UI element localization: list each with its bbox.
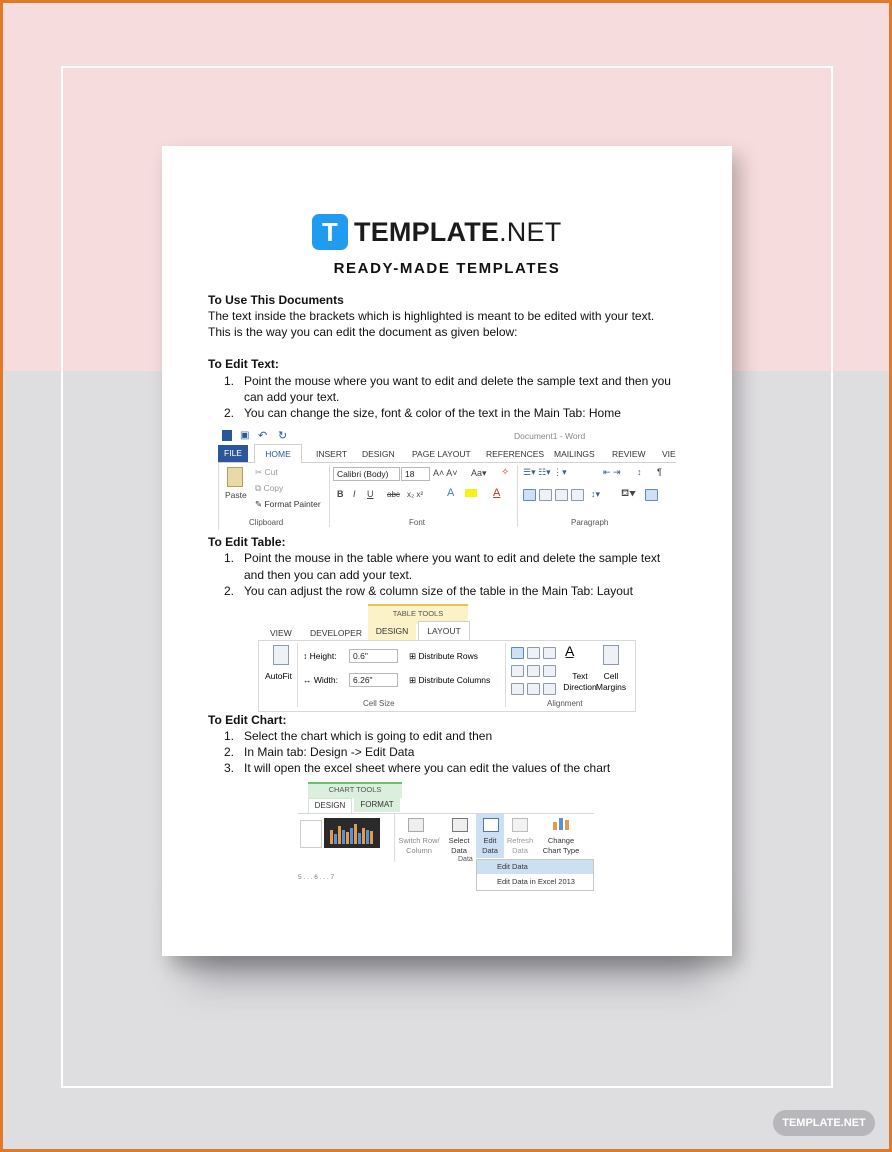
tab-view[interactable]: VIE [662,449,676,459]
format-painter-button[interactable]: ✎ Format Painter [255,499,321,509]
edit-line: Edit [483,836,497,845]
text-effects-icon[interactable]: A [447,487,455,499]
chart-tools-label: CHART TOOLS [308,782,402,798]
tagline: READY-MADE TEMPLATES [333,260,561,277]
indent-icon[interactable]: ⇤ ⇥ [603,467,621,477]
group-clipboard: Clipboard [249,518,284,527]
tab-design[interactable]: DESIGN [308,798,352,814]
change-chart-type-icon[interactable] [552,816,570,830]
select-line: Data [451,846,467,855]
copy-label: Copy [263,483,284,493]
align-middle-left-icon[interactable] [511,665,524,677]
menu-item-edit-data-excel[interactable]: Edit Data in Excel 2013 [497,877,575,886]
list-number: 1. [224,729,235,743]
list-text: You can change the size, font & color of the text in the Main Tab: Home [244,406,621,420]
logo-name: TEMPLATE [354,216,500,247]
cell-margins-label[interactable] [593,671,629,693]
refresh-data-icon[interactable] [512,818,528,832]
tab-file[interactable]: FILE [218,445,248,462]
divider [394,814,395,862]
switch-line: Switch Row/ [398,836,440,845]
chart-ribbon-body [298,813,594,864]
width-label: ↔ Width: [303,675,338,685]
bold-icon[interactable]: B [337,489,344,499]
align-center-icon[interactable] [539,489,552,501]
list-number: 2. [224,584,235,598]
edit-data-icon [483,818,499,832]
list-text: In Main tab: Design -> Edit Data [244,745,415,759]
logo-text [354,217,561,248]
borders-icon[interactable] [645,489,658,501]
ribbon-body [218,463,676,530]
group-data: Data [458,856,473,863]
tab-page-layout[interactable]: PAGE LAYOUT [412,449,471,459]
divider [297,643,298,707]
word-icon [222,430,232,441]
autofit-icon[interactable] [273,645,289,665]
watermark-badge: TEMPLATE.NET [773,1110,875,1136]
italic-icon[interactable]: I [353,489,356,499]
align-top-center-icon[interactable] [527,647,540,659]
distribute-rows-label: Distribute Rows [418,651,479,661]
edit-chart-heading: To Edit Chart: [208,713,287,727]
group-alignment: Alignment [547,699,583,708]
text-direction-line: Text [572,671,588,681]
divider [505,643,506,707]
chart-style-thumb-selected[interactable] [324,818,380,848]
strikethrough-icon[interactable]: abc [387,490,400,499]
intro-heading: To Use This Documents [208,293,344,307]
save-icon[interactable]: ▣ [240,430,250,441]
group-font: Font [409,518,426,527]
group-cell-size: Cell Size [363,699,395,708]
width-text: Width: [313,675,338,685]
underline-icon[interactable]: U [367,489,374,499]
logo-domain: .NET [499,216,562,247]
group-paragraph: Paragraph [571,518,609,527]
select-data-icon[interactable] [452,818,468,832]
list-number: 2. [224,406,235,420]
logo [312,214,561,250]
list-number: 1. [224,374,235,388]
change-line: Change [547,836,575,845]
tab-design[interactable]: DESIGN [368,622,416,640]
font-name-field[interactable]: Calibri (Body) [333,467,400,481]
edit-data-dropdown [476,859,594,891]
ruler: 5 . . . 6 . . . 7 [298,874,335,881]
switch-row-column-icon[interactable] [408,818,424,832]
select-data-label[interactable] [444,836,474,856]
edit-table-heading: To Edit Table: [208,535,286,549]
tab-review[interactable]: REVIEW [612,449,646,459]
mini-chart-icon [324,818,380,848]
divider [517,465,518,527]
font-color-icon[interactable]: A [493,487,501,499]
intro-line: The text inside the brackets which is highlighted is meant to be edited with your text. [208,309,655,323]
edit-text-heading: To Edit Text: [208,357,279,371]
text-direction-icon[interactable]: A̲ [565,643,575,659]
refresh-line: Refresh [506,836,534,845]
list-number: 1. [224,551,235,565]
line-spacing-icon[interactable]: ↕▾ [591,489,601,499]
quick-access-bar [218,428,676,444]
justify-icon[interactable] [571,489,584,501]
align-top-right-icon[interactable] [543,647,556,659]
logo-mark: T [312,214,348,250]
word-ribbon-image [218,428,676,530]
list-text: You can adjust the row & column size of the table in the Main Tab: Layout [244,584,633,598]
list-text: It will open the excel sheet where you can edit the values of the chart [244,761,611,775]
sort-icon[interactable]: ↕ [637,467,642,477]
tab-design[interactable]: DESIGN [362,449,395,459]
refresh-line: Data [512,846,528,855]
tab-layout[interactable]: LAYOUT [418,621,470,640]
list-number: 3. [224,761,235,775]
select-line: Select [448,836,470,845]
edit-data-label[interactable] [476,836,504,856]
change-case-icon[interactable]: Aa▾ [471,468,487,478]
font-size-field[interactable]: 18 [401,467,430,481]
switch-row-column-label[interactable] [396,836,442,856]
align-top-left-icon[interactable] [511,647,524,659]
divider [329,465,330,527]
highlight-icon[interactable] [465,489,477,497]
paste-label[interactable]: Paste [225,490,247,500]
change-chart-type-label[interactable] [538,836,584,856]
list-number: 2. [224,745,235,759]
cut-button[interactable]: ✂ Cut [255,467,278,477]
align-middle-center-icon[interactable] [527,665,540,677]
list-text: Point the mouse where you want to edit and delete the sample text and then you [244,374,671,388]
copy-button[interactable]: ⧉ Copy [255,483,284,493]
list-text: can add your text. [244,390,340,404]
tab-developer[interactable]: DEVELOPER [310,628,362,638]
tab-view[interactable]: VIEW [270,628,292,638]
align-bottom-right-icon[interactable] [543,683,556,695]
align-middle-right-icon[interactable] [543,665,556,677]
tab-mailings[interactable]: MAILINGS [554,449,595,459]
align-left-icon[interactable] [523,489,536,501]
height-text: Height: [309,651,337,661]
paste-icon[interactable] [227,467,243,487]
shading-icon[interactable]: ⛾▾ [621,488,636,499]
grow-font-icon[interactable]: A˄ A˅ [433,468,458,478]
list-text: Point the mouse in the table where you want to edit and delete the sample text [244,551,661,565]
cell-margins-icon[interactable] [603,645,619,665]
tab-format[interactable]: FORMAT [354,798,400,812]
bullets-icon[interactable]: ☰▾ ☷▾ ⋮▾ [523,467,567,477]
distribute-columns-button[interactable]: ⊞ Distribute Columns [409,675,491,685]
menu-item-edit-data[interactable]: Edit Data [497,862,528,871]
switch-line: Column [406,846,432,855]
height-field[interactable]: 0.6" [349,649,398,663]
autofit-label[interactable]: AutoFit [265,671,292,681]
chart-ribbon-image [298,782,598,890]
table-ribbon-image [258,604,636,712]
table-tools-label: TABLE TOOLS [368,604,468,624]
tab-home[interactable]: HOME [254,444,302,464]
menu-item-edit-data-bg [477,860,593,874]
subscript-icon[interactable]: x₂ x² [407,490,423,499]
distribute-rows-button[interactable]: ⊞ Distribute Rows [409,651,479,661]
cell-margins-line: Margins [595,682,627,692]
text-direction-label[interactable] [563,671,597,693]
ribbon-tabs [218,445,676,463]
text-direction-line: Direction [563,682,597,692]
clear-format-icon[interactable]: ✧ [501,467,510,478]
format-painter-label: Format Painter [264,499,321,509]
change-line: Chart Type [542,846,580,855]
tab-references[interactable]: REFERENCES [486,449,545,459]
intro-line: This is the way you can edit the document as given below: [208,325,518,339]
refresh-data-label[interactable] [504,836,536,856]
document-page [162,146,732,956]
cell-margins-line: Cell [603,671,619,681]
table-ribbon-body [258,640,636,712]
height-label: ↕ Height: [303,651,337,661]
chart-style-thumb[interactable] [300,820,322,848]
cut-label: Cut [264,467,278,477]
redo-icon[interactable]: ↻ [278,430,288,442]
distribute-columns-label: Distribute Columns [418,675,491,685]
align-right-icon[interactable] [555,489,568,501]
undo-icon[interactable]: ↶ [258,430,268,442]
align-bottom-left-icon[interactable] [511,683,524,695]
list-text: and then you can add your text. [244,568,413,582]
list-text: Select the chart which is going to edit and then [244,729,493,743]
pilcrow-icon[interactable]: ¶ [657,467,662,477]
width-field[interactable]: 6.26" [349,673,398,687]
document-title: Document1 - Word [514,431,586,441]
align-bottom-center-icon[interactable] [527,683,540,695]
tab-insert[interactable]: INSERT [316,449,348,459]
edit-line: Data [482,846,498,855]
